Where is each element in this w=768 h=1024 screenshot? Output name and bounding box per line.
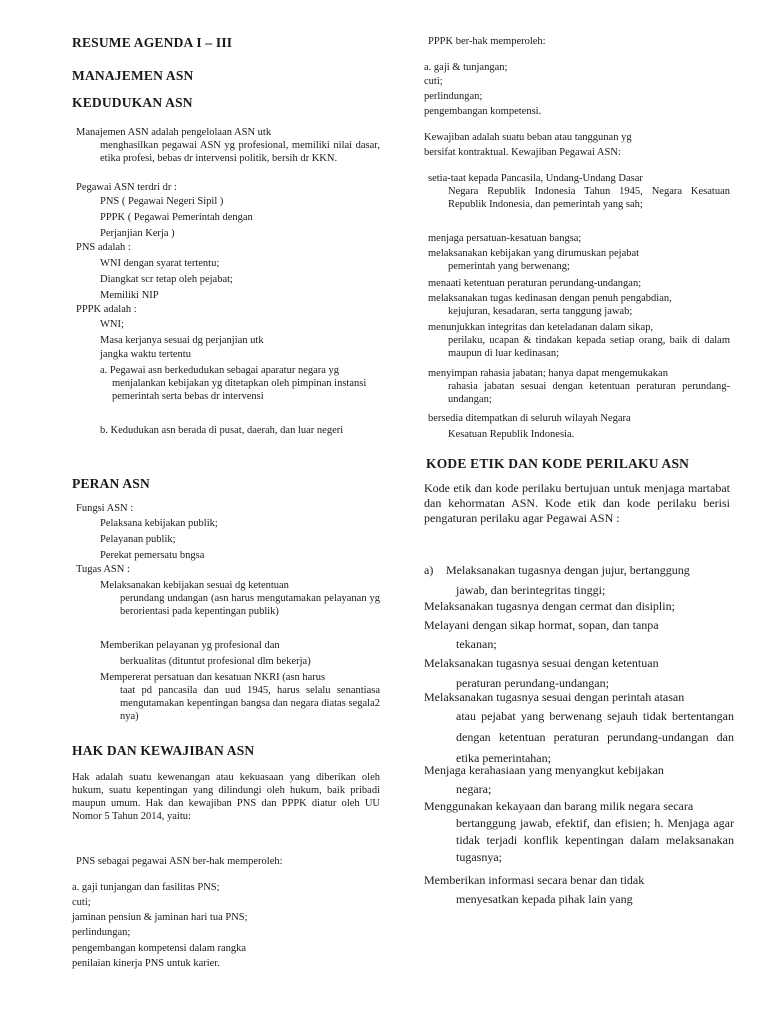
pns-adalah-label: PNS adalah :: [76, 242, 131, 253]
tugas-item-1: Melaksanakan kebijakan sesuai dg ketentuan perundang undangan (asn harus mengutamakan pelayanan yg berorientasi pada kepentingan publik): [100, 580, 380, 617]
heading-hak-kewajiban: HAK DAN KEWAJIBAN ASN: [72, 743, 255, 758]
kewajiban-item-4: menaati ketentuan peraturan perundang-undangan;: [428, 278, 642, 289]
kode-item-5: Melaksanakan tugasnya sesuai dengan perintah atasan atau pejabat yang berwenang sejauh tidak bertentangan dengan ketentuan peraturan perundang-undangan dan etika pemerintahan;: [424, 690, 734, 765]
kewajiban-item-3: melaksanakan kebijakan yang dirumuskan pejabat pemerintah yang berwenang;: [428, 248, 640, 272]
list-item: Pelaksana kebijakan publik;: [100, 518, 218, 529]
list-item: perlindungan;: [424, 91, 483, 102]
tugas-item-2: Memberikan pelayanan yg profesional dan berkualitas (dituntut profesional dlm bekerja): [100, 640, 311, 667]
list-item: jaminan pensiun & jaminan hari tua PNS;: [72, 912, 248, 923]
list-item: WNI dengan syarat tertentu;: [100, 258, 220, 269]
list-item: perlindungan;: [72, 927, 131, 938]
hak-definition: Hak adalah suatu kewenangan atau kekuasaan yang diberikan oleh hukum, suatu kepentingan yang dilindungi oleh hukum, baik pribadi maupun umum. Hak dan kewajiban PNS dan PPPK diatur oleh UU Nomor 5 Tahun 2014, yaitu:: [72, 772, 380, 822]
list-item: jangka waktu tertentu: [100, 349, 191, 360]
kode-item-2: Melaksanakan tugasnya dengan cermat dan disiplin;: [424, 599, 675, 613]
kode-etik-intro: Kode etik dan kode perilaku bertujuan untuk menjaga martabat dan kehormatan ASN. Kode etik dan kode perilaku berisi pengaturan perilaku agar Pegawai ASN :: [424, 481, 730, 525]
kode-item-3: Melayani dengan sikap hormat, sopan, dan tanpa tekanan;: [424, 618, 659, 651]
list-item: Diangkat scr tetap oleh pejabat;: [100, 274, 233, 285]
list-item: cuti;: [424, 76, 443, 87]
heading-peran-asn: PERAN ASN: [72, 476, 150, 491]
fungsi-label: Fungsi ASN :: [76, 503, 134, 514]
heading-kode-etik: KODE ETIK DAN KODE PERILAKU ASN: [426, 456, 690, 471]
kewajiban-item-8: bersedia ditempatkan di seluruh wilayah Negara Kesatuan Republik Indonesia.: [428, 413, 631, 440]
kode-item-7: Menggunakan kekayaan dan barang milik negara secara bertanggung jawab, efektif, dan efisien; h. Menjaga agar tidak terjadi konflik kepentingan dalam melaksanakan tugasnya;: [424, 799, 734, 864]
kode-item-6: Menjaga kerahasiaan yang menyangkut kebijakan negara;: [424, 763, 664, 796]
tugas-label: Tugas ASN :: [76, 564, 130, 575]
kode-item-1: a) Melaksanakan tugasnya dengan jujur, bertanggung jawab, dan berintegritas tinggi;: [424, 563, 690, 597]
heading-kedudukan-asn: KEDUDUKAN ASN: [72, 95, 193, 110]
document-title: RESUME AGENDA I – III: [72, 35, 233, 50]
pegawai-terdiri-label: Pegawai ASN terdri dr :: [76, 182, 177, 193]
kedudukan-point-a: a. Pegawai asn berkedudukan sebagai aparatur negara yg menjalankan kebijakan yg ditetapkan oleh pimpinan instansi pemerintah serta bebas dr intervensi: [100, 365, 367, 402]
list-item: Pelayanan publik;: [100, 534, 176, 545]
kewajiban-definition-line2: bersifat kontraktual. Kewajiban Pegawai ASN:: [424, 147, 621, 158]
list-item: cuti;: [72, 897, 91, 908]
list-item: pengembangan kompetensi dalam rangka: [72, 943, 247, 954]
kewajiban-item-7: menyimpan rahasia jabatan; hanya dapat mengemukakan rahasia jabatan sesuai dengan ketentuan peraturan perundang-undangan;: [428, 368, 730, 405]
list-item: penilaian kinerja PNS untuk karier.: [72, 958, 220, 969]
kewajiban-item-2: menjaga persatuan-kesatuan bangsa;: [428, 233, 582, 244]
pppk-adalah-label: PPPK adalah :: [76, 304, 137, 315]
list-item: a. gaji & tunjangan;: [424, 62, 508, 73]
list-item: PPPK ( Pegawai Pemerintah dengan: [100, 212, 253, 223]
list-item: PNS ( Pegawai Negeri Sipil ): [100, 196, 224, 207]
list-item: Perjanjian Kerja ): [100, 228, 175, 239]
list-item: Masa kerjanya sesuai dg perjanjian utk: [100, 335, 264, 346]
kedudukan-intro: Manajemen ASN adalah pengelolaan ASN utk menghasilkan pegawai ASN yg profesional, memiliki nilai dasar, etika profesi, bebas dr intervensi politik, bersih dr KKN.: [76, 127, 380, 164]
list-item: Perekat pemersatu bngsa: [100, 550, 205, 561]
kode-item-4: Melaksanakan tugasnya sesuai dengan ketentuan peraturan perundang-undangan;: [424, 656, 659, 690]
pppk-hak-label: PPPK ber-hak memperoleh:: [428, 36, 546, 47]
heading-manajemen-asn: MANAJEMEN ASN: [72, 68, 194, 83]
kedudukan-point-b: b. Kedudukan asn berada di pusat, daerah, dan luar negeri: [100, 425, 344, 436]
list-item: a. gaji tunjangan dan fasilitas PNS;: [72, 882, 220, 893]
list-item: Memiliki NIP: [100, 290, 159, 301]
list-item: WNI;: [100, 319, 124, 330]
pns-hak-label: PNS sebagai pegawai ASN ber-hak memperoleh:: [76, 856, 283, 867]
kewajiban-item-1: setia-taat kepada Pancasila, Undang-Undang Dasar Negara Republik Indonesia Tahun 1945, Negara Kesatuan Republik Indonesia, dan pemerintah yang sah;: [428, 173, 730, 210]
kewajiban-item-5: melaksanakan tugas kedinasan dengan penuh pengabdian, kejujuran, kesadaran, serta tanggung jawab;: [428, 293, 672, 317]
kode-item-8: Memberikan informasi secara benar dan tidak menyesatkan kepada pihak lain yang: [424, 873, 645, 906]
tugas-item-3: Mempererat persatuan dan kesatuan NKRI (asn harus taat pd pancasila dan uud 1945, harus selalu senantiasa mengutamakan kepentingan bangsa dan negara diatas segala2 nya): [100, 672, 380, 722]
kewajiban-item-6: menunjukkan integritas dan keteladanan dalam sikap, perilaku, ucapan & tindakan kepada setiap orang, baik di dalam maupun di luar kedinasan;: [428, 322, 730, 359]
list-marker: a): [424, 563, 434, 577]
list-item: pengembangan kompetensi.: [424, 106, 542, 117]
kewajiban-definition-line1: Kewajiban adalah suatu beban atau tanggunan yg: [424, 132, 632, 143]
